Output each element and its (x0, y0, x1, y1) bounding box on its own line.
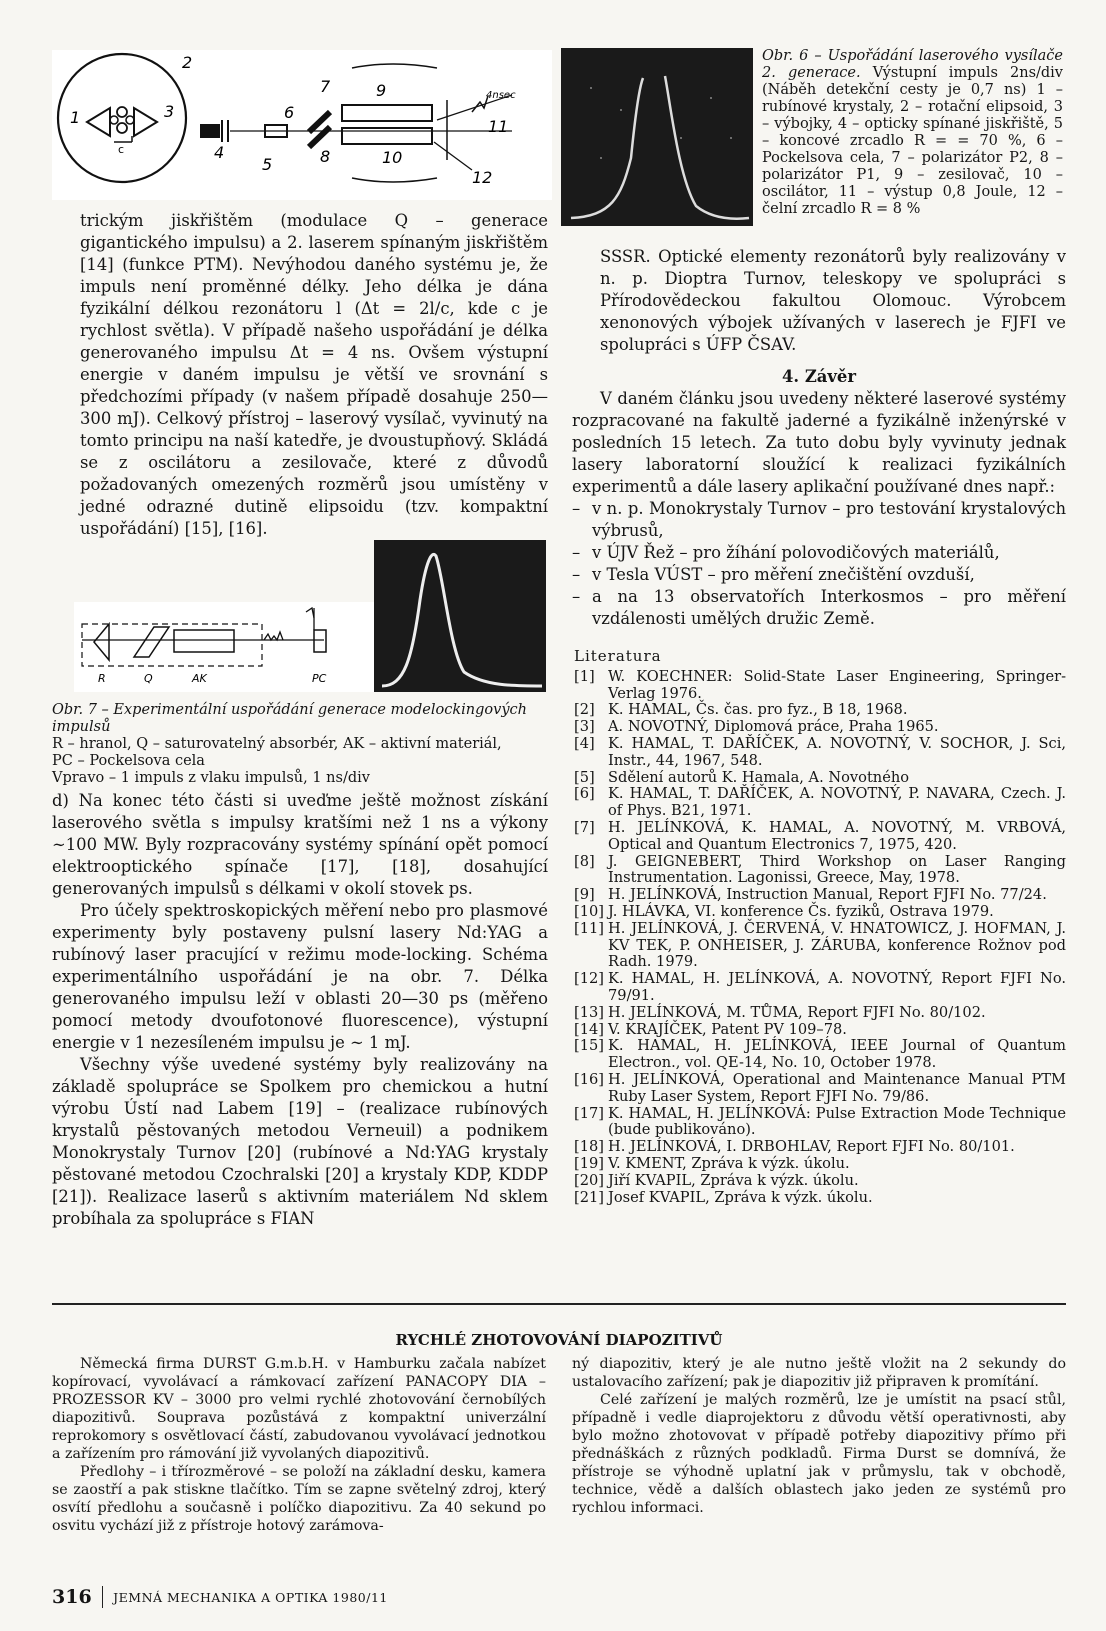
reference-item (574, 971, 1066, 1005)
left-paragraph-cooperation: Všechny výše uvedené systémy byly realizovány na základě spolupráce se Spolkem pro chemickou a hutní výrobu Ústí nad Labem [19] – (realizace rubínových krystalů pěstovaných metodou Verneuil) a podnikem Monokrystaly Turnov [20] (rubínové a Nd:YAG krystaly pěstované metodou Czochralski [20] a krystaly KDP, KDDP [21]). Realizace laserů s aktivním materiálem Nd sklem probíhala za spolupráce s FIAN (52, 1055, 548, 1228)
fig6-caption-label: Obr. 6 – Uspořádání laserového vysílače 2. generace. (762, 48, 1063, 81)
reference-number: [12] (574, 970, 604, 988)
reference-text: K. HAMAL, H. JELÍNKOVÁ, A. NOVOTNÝ, Report FJFI No. 79/91. (608, 970, 1066, 1004)
fig7-schematic (74, 602, 374, 692)
news-heading: RYCHLÉ ZHOTOVOVÁNÍ DIAPOZITIVŮ (395, 1331, 723, 1349)
fig6-pulse-trace (561, 48, 753, 226)
reference-item (574, 1106, 1066, 1140)
reference-number: [20] (574, 1171, 604, 1189)
reference-item (574, 904, 1066, 921)
reference-item (574, 702, 1066, 719)
right-column-top (600, 246, 1066, 356)
fig6-label-10: 10 (382, 148, 403, 167)
references-list (574, 669, 1066, 1207)
reference-item (574, 770, 1066, 787)
fig6-label-c: c (118, 143, 125, 156)
fig7-caption-line-3: Vpravo – 1 impuls z vlaku impulsů, 1 ns/div (52, 770, 370, 786)
fig6-label-11: 11 (488, 117, 509, 136)
right-paragraph-top: SSSR. Optické elementy rezonátorů byly realizovány v n. p. Dioptra Turnov, teleskopy ve spolupráci s Přírodovědeckou fakultou Olomouc. Výrobcem xenonových výbojek užívaných v laserech je FJFI ve spolupráci s ÚFP ČSAV. (600, 247, 1066, 354)
left-column-top (80, 210, 548, 540)
reference-text: K. HAMAL, T. DAŘÍČEK, A. NOVOTNÝ, V. SOCHOR, J. Sci, Instr., 44, 1967, 548. (608, 734, 1066, 769)
fig6-label-7: 7 (320, 77, 331, 96)
journal-name: JEMNÁ MECHANIKA A OPTIKA 1980/11 (113, 1589, 388, 1605)
page-footer (52, 1586, 388, 1608)
reference-text: W. KOECHNER: Solid-State Laser Engineering, Springer-Verlag 1976. (608, 667, 1066, 702)
reference-text: H. JELÍNKOVÁ, M. TŮMA, Report FJFI No. 80/102. (608, 1003, 986, 1021)
fig6-label-4nsec: 4nsec (486, 90, 516, 101)
reference-item (574, 820, 1066, 854)
reference-item (574, 854, 1066, 888)
news-right-column (572, 1355, 1066, 1517)
reference-text: K. HAMAL, H. JELÍNKOVÁ: Pulse Extraction Mode Technique (bude publikováno). (608, 1104, 1066, 1139)
reference-text: K. HAMAL, T. DAŘÍČEK, A. NOVOTNÝ, P. NAVARA, Czech. J. of Phys. B21, 1971. (608, 785, 1066, 820)
fig7-caption-label: Obr. 7 – Experimentální uspořádání generace modelockingových impulsů (52, 702, 527, 735)
reference-item (574, 1038, 1066, 1072)
reference-number: [16] (574, 1070, 604, 1088)
footer-separator (102, 1586, 104, 1608)
page-number: 316 (52, 1586, 92, 1608)
reference-item (574, 1156, 1066, 1173)
reference-number: [1] (574, 667, 595, 685)
references-heading: Literatura (574, 647, 662, 665)
reference-number: [3] (574, 718, 595, 736)
reference-number: [6] (574, 785, 595, 803)
reference-item (574, 1022, 1066, 1039)
reference-number: [5] (574, 768, 595, 786)
reference-number: [8] (574, 852, 595, 870)
list-item: – v Tesla VÚST – pro měření znečištění ovzduší, (572, 565, 975, 584)
reference-text: A. NOVOTNÝ, Diplomová práce, Praha 1965. (608, 718, 939, 736)
reference-item (574, 1173, 1066, 1190)
left-column-bottom (52, 790, 548, 1230)
reference-text: Josef KVAPIL, Zpráva k výzk. úkolu. (608, 1188, 873, 1206)
section-conclusion-intro: V daném článku jsou uvedeny některé laserové systémy rozpracované na fakultě jaderné a fyzikálně inženýrské v posledních 15 letech. Za tuto dobu byly vyvinuty jednak lasery laboratorní sloužící k realizaci fyzikálních experimentů a dále lasery aplikační používané dnes např.: (572, 389, 1066, 496)
reference-item (574, 887, 1066, 904)
fig7-caption (52, 702, 552, 787)
news-left-paragraph-2: Předlohy – i třírozměrové – se položí na základní desku, kamera se zaostří a pak stiskne tlačítko. Tím se zapne světelný zdroj, který osvítí předlohu a současně i políčko diapozitivu. Za 40 sekund po osvitu vychází již z přístroje hotový zarámova- (52, 1464, 546, 1534)
reference-item (574, 736, 1066, 770)
reference-number: [18] (574, 1138, 604, 1156)
left-paragraph-top: trickým jiskřištěm (modulace Q – generace gigantického impulsu) a 2. laserem spínaným jiskřištěm [14] (funkce PTM). Nevýhodou daného systému je, že impuls není proměnné délky. Jeho délka je dána fyzikální délkou rezonátoru l (Δt = 2l/c, kde c je rychlost světla). V případě našeho uspořádání je délka generovaného impulsu Δt = 4 ns. Ovšem výstupní energie v daném impulsu je větší ve srovnání s předchozími případy (v našem případě dosahuje 250—300 mJ). Celkový přístroj – laserový vysílač, vyvinutý na tomto principu na naší katedře, je dvoustupňový. Skládá se z oscilátoru a zesilovače, které z důvodů požadovaných omezených rozměrů jsou umístěny v jedné odrazné dutině elipsoidu (tzv. kompaktní uspořádání) [15], [16]. (80, 211, 548, 538)
reference-number: [4] (574, 734, 595, 752)
fig7-label-PC: PC (312, 672, 327, 685)
reference-number: [15] (574, 1037, 604, 1055)
fig6-label-3: 3 (164, 102, 175, 121)
reference-text: Jiří KVAPIL, Zpráva k výzk. úkolu. (608, 1171, 859, 1189)
fig6-diagram (52, 50, 552, 200)
news-right-paragraph-1: ný diapozitiv, který je ale nutno ještě vložit na 2 sekundy do ustalovacího zařízení; pak je diapozitiv již připraven k promítání. (572, 1356, 1066, 1390)
fig6-label-1: 1 (70, 108, 81, 127)
news-left-paragraph-1: Německá firma DURST G.m.b.H. v Hamburku začala nabízet kopírovací, vyvolávací a rámkovací zařízení PANACOPY DIA – PROZESSOR KV – 3000 pro velmi rychlé zhotovování černobílých diapozitivů. Souprava pozůstává z kompaktní univerzální reprokomory s osvětlovací částí, zabudovanou vyvolávací jednotkou a zařízením pro rámování již vyvolaných diapozitivů. (52, 1356, 546, 1462)
fig6-caption (762, 48, 1063, 218)
reference-number: [13] (574, 1003, 604, 1021)
reference-text: K. HAMAL, Čs. čas. pro fyz., B 18, 1968. (608, 701, 908, 719)
reference-text: V. KMENT, Zpráva k výzk. úkolu. (608, 1154, 850, 1172)
fig6-label-12: 12 (472, 168, 493, 187)
fig6-label-9: 9 (376, 81, 387, 100)
reference-item (574, 1190, 1066, 1207)
reference-text: J. GEIGNEBERT, Third Workshop on Laser Ranging Instrumentation. Lagonissi, Greece, May, 1978. (608, 852, 1066, 887)
fig6-schematic (52, 50, 552, 200)
reference-item (574, 719, 1066, 736)
fig6-label-6: 6 (284, 103, 295, 122)
fig6-label-4: 4 (214, 143, 225, 162)
reference-number: [19] (574, 1154, 604, 1172)
fig6-label-2: 2 (182, 53, 193, 72)
conclusion-list (572, 498, 1066, 630)
list-item: – a na 13 observatořích Interkosmos – pro měření vzdálenosti umělých družic Země. (572, 587, 1066, 628)
list-item: – v n. p. Monokrystaly Turnov – pro testování krystalových výbrusů, (572, 499, 1066, 540)
reference-text: V. KRAJÍČEK, Patent PV 109–78. (608, 1020, 847, 1038)
fig6-oscillogram-photo (561, 48, 753, 226)
reference-number: [2] (574, 701, 595, 719)
news-right-paragraph-2: Celé zařízení je malých rozměrů, lze je umístit na psací stůl, případně i vedle diaprojektoru z důvodu větší operativnosti, aby bylo možno zhotovovat v případě potřeby diapozitivy přímo při přednáškách z různých podkladů. Firma Durst se domnívá, že přístroje se výhodně uplatní jak v průmyslu, tak v obchodě, technice, vědě a dalších oblastech jako jeden ze systémů pro rychlou informaci. (572, 1392, 1066, 1516)
left-paragraph-d: d) Na konec této části si uveďme ještě možnost získání laserového světla s impulsy kratšími než 1 ns a výkony ∼100 MW. Byly rozpracovány systémy spínání opět pomocí elektrooptického spínače [17], [18], dosahující generovaných impulsů s délkami v okolí stovek ps. (52, 791, 548, 898)
reference-item (574, 669, 1066, 703)
reference-number: [7] (574, 818, 595, 836)
reference-text: H. JELÍNKOVÁ, Operational and Maintenance Manual PTM Ruby Laser System, Report FJFI No. 79/86. (608, 1070, 1066, 1105)
section-divider (52, 1303, 1066, 1305)
reference-number: [17] (574, 1104, 604, 1122)
reference-text: Sdělení autorů K. Hamala, A. Novotného (608, 768, 910, 786)
reference-text: H. JELÍNKOVÁ, J. ČERVENÁ, V. HNATOWICZ, J. HOFMAN, J. KV TEK, P. ONHEISER, J. ZÁRUBA, konference Rožnov pod Radh. 1979. (608, 919, 1066, 971)
reference-item (574, 1139, 1066, 1156)
reference-text: K. HAMAL, H. JELÍNKOVÁ, IEEE Journal of Quantum Electron., vol. QE-14, No. 10, October 1978. (608, 1037, 1066, 1072)
fig6-label-5: 5 (262, 155, 273, 174)
fig7-oscillogram-photo (374, 540, 546, 692)
list-item: – v ÚJV Řež – pro žíhání polovodičových materiálů, (572, 543, 1000, 562)
fig6-label-8: 8 (320, 147, 331, 166)
reference-text: H. JELÍNKOVÁ, K. HAMAL, A. NOVOTNÝ, M. VRBOVÁ, Optical and Quantum Electronics 7, 1975, 420. (608, 818, 1066, 853)
reference-item (574, 1005, 1066, 1022)
fig7-label-R: R (98, 672, 106, 685)
section-conclusion (572, 366, 1066, 630)
reference-number: [21] (574, 1188, 604, 1206)
fig7-diagram (74, 602, 374, 692)
references-section (574, 648, 1066, 1206)
reference-number: [11] (574, 919, 604, 937)
fig7-label-Q: Q (144, 672, 153, 685)
fig6-caption-text: Výstupní impuls 2ns/div (Náběh detekční cesty je 0,7 ns) 1 – rubínové krystaly, 2 – rotační elipsoid, 3 – výbojky, 4 – opticky spínané jiskřiště, 5 – koncové zrcadlo R = = 70 %, 6 – Pockelsova cela, 7 – polarizátor P2, 8 – polarizátor P1, 9 – zesilovač, 10 – oscilátor, 11 – výstup 0,8 Joule, 12 – čelní zrcadlo R = 8 % (762, 65, 1064, 217)
reference-number: [14] (574, 1020, 604, 1038)
reference-number: [9] (574, 886, 595, 904)
news-left-column (52, 1355, 546, 1535)
reference-text: H. JELÍNKOVÁ, Instruction Manual, Report FJFI No. 77/24. (608, 886, 1047, 904)
reference-item (574, 921, 1066, 971)
fig7-label-AK: AK (192, 672, 207, 685)
reference-text: J. HLÁVKA, VI. konference Čs. fyziků, Ostrava 1979. (608, 902, 994, 920)
left-paragraph-spectroscopy: Pro účely spektroskopických měření nebo pro plasmové experimenty byly postaveny pulsní lasery Nd:YAG a rubínový laser pracující v režimu mode-locking. Schéma experimentálního uspořádání je na obr. 7. Délka generovaného impulsu leží v oblasti 20—30 ps (měřeno pomocí metody dvoufotonové fluorescence), výstupní energie v 1 nezesíleném impulsu je ∼ 1 mJ. (52, 901, 548, 1052)
section-conclusion-heading: 4. Závěr (782, 367, 856, 386)
fig7-pulse-trace (374, 540, 546, 692)
reference-item (574, 1072, 1066, 1106)
reference-text: H. JELÍNKOVÁ, I. DRBOHLAV, Report FJFI No. 80/101. (608, 1138, 1015, 1156)
reference-item (574, 786, 1066, 820)
fig7-caption-line-1: R – hranol, Q – saturovatelný absorbér, AK – aktivní materiál, (52, 736, 502, 752)
reference-number: [10] (574, 902, 604, 920)
fig7-caption-line-2: PC – Pockelsova cela (52, 753, 205, 769)
